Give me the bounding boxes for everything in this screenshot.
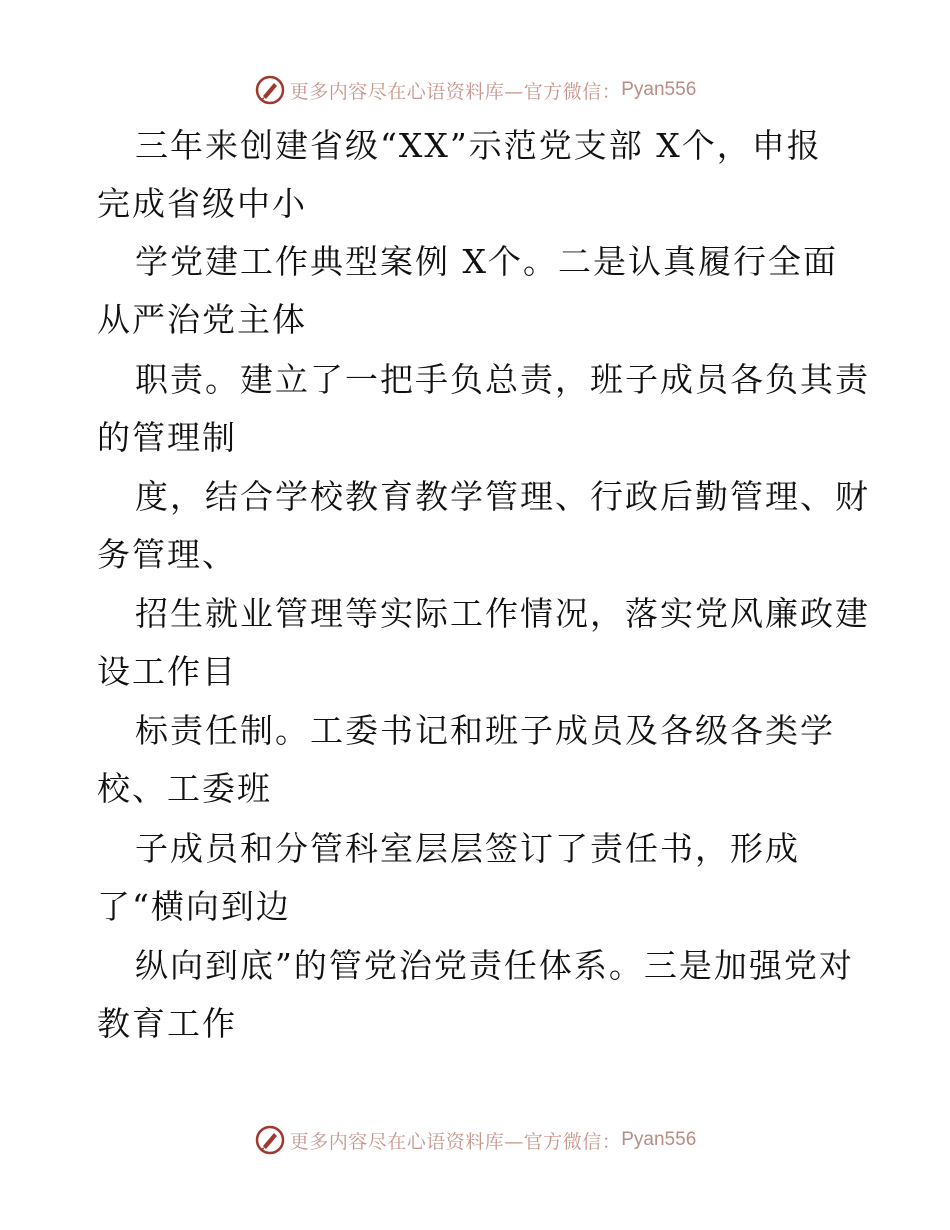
text-line: 职责。建立了一把手负总责，班子成员各负其责 xyxy=(135,360,870,399)
watermark-text: 更多内容尽在心语资料库—官方微信： xyxy=(289,1130,622,1153)
brand-logo-icon xyxy=(254,74,286,106)
watermark-wechat-id: Pyan556 xyxy=(621,1129,697,1150)
text-line: 的管理制 xyxy=(97,418,237,457)
text-line: 标责任制。工委书记和班子成员及各级各类学 xyxy=(135,711,835,750)
brand-logo-icon xyxy=(254,1124,286,1156)
text-line: 务管理、 xyxy=(97,535,237,574)
text-line: 完成省级中小 xyxy=(97,184,307,223)
text-line: 教育工作 xyxy=(97,1004,237,1043)
text-line: 三年来创建省级“XX”示范党支部 X个，申报 xyxy=(135,126,822,165)
text-line: 纵向到底”的管党治党责任体系。三是加强党对 xyxy=(135,946,854,985)
text-line: 设工作目 xyxy=(97,652,237,691)
text-line: 度，结合学校教育教学管理、行政后勤管理、财 xyxy=(135,477,870,516)
text-line: 子成员和分管科室层层签订了责任书，形成 xyxy=(135,829,800,868)
text-line: 了“横向到边 xyxy=(97,887,291,926)
text-line: 招生就业管理等实际工作情况，落实党风廉政建 xyxy=(135,594,870,633)
text-line: 从严治党主体 xyxy=(97,300,307,339)
watermark-header xyxy=(0,70,950,110)
watermark-text: 更多内容尽在心语资料库—官方微信： xyxy=(289,80,622,103)
text-line: 学党建工作典型案例 X个。二是认真履行全面 xyxy=(135,242,838,281)
text-line: 校、工委班 xyxy=(97,769,272,808)
watermark-footer xyxy=(0,1120,950,1160)
watermark-wechat-id: Pyan556 xyxy=(621,79,697,100)
